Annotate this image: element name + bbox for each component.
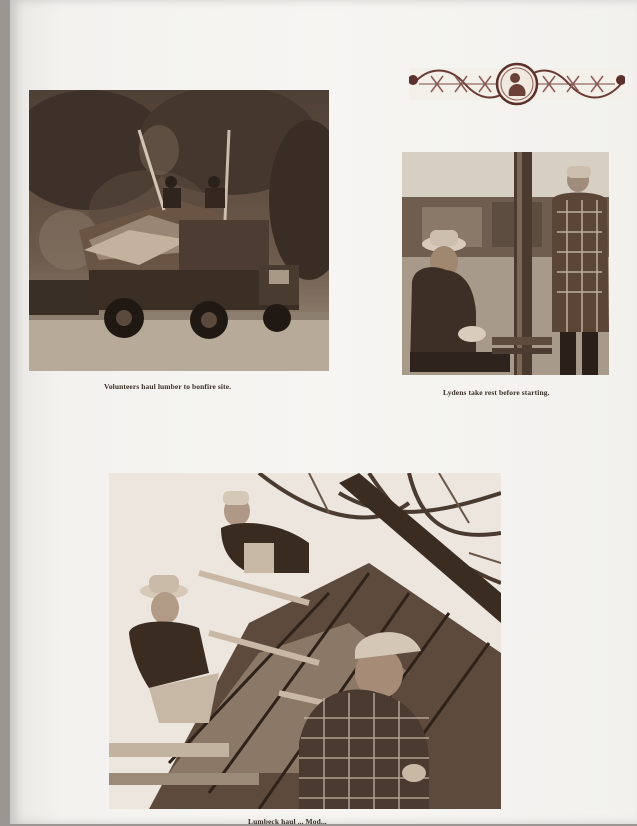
rest-caption: Lydens take rest before starting. <box>443 388 550 397</box>
bonfire-caption: Lumbeck haul ... Mod... <box>248 817 327 826</box>
truck-caption: Volunteers haul lumber to bonfire site. <box>104 382 232 391</box>
bonfire-photo <box>109 473 501 809</box>
decorative-vignette-icon <box>409 62 625 106</box>
truck-photo <box>29 90 329 371</box>
rest-photo <box>402 152 609 375</box>
yearbook-page <box>10 0 637 824</box>
